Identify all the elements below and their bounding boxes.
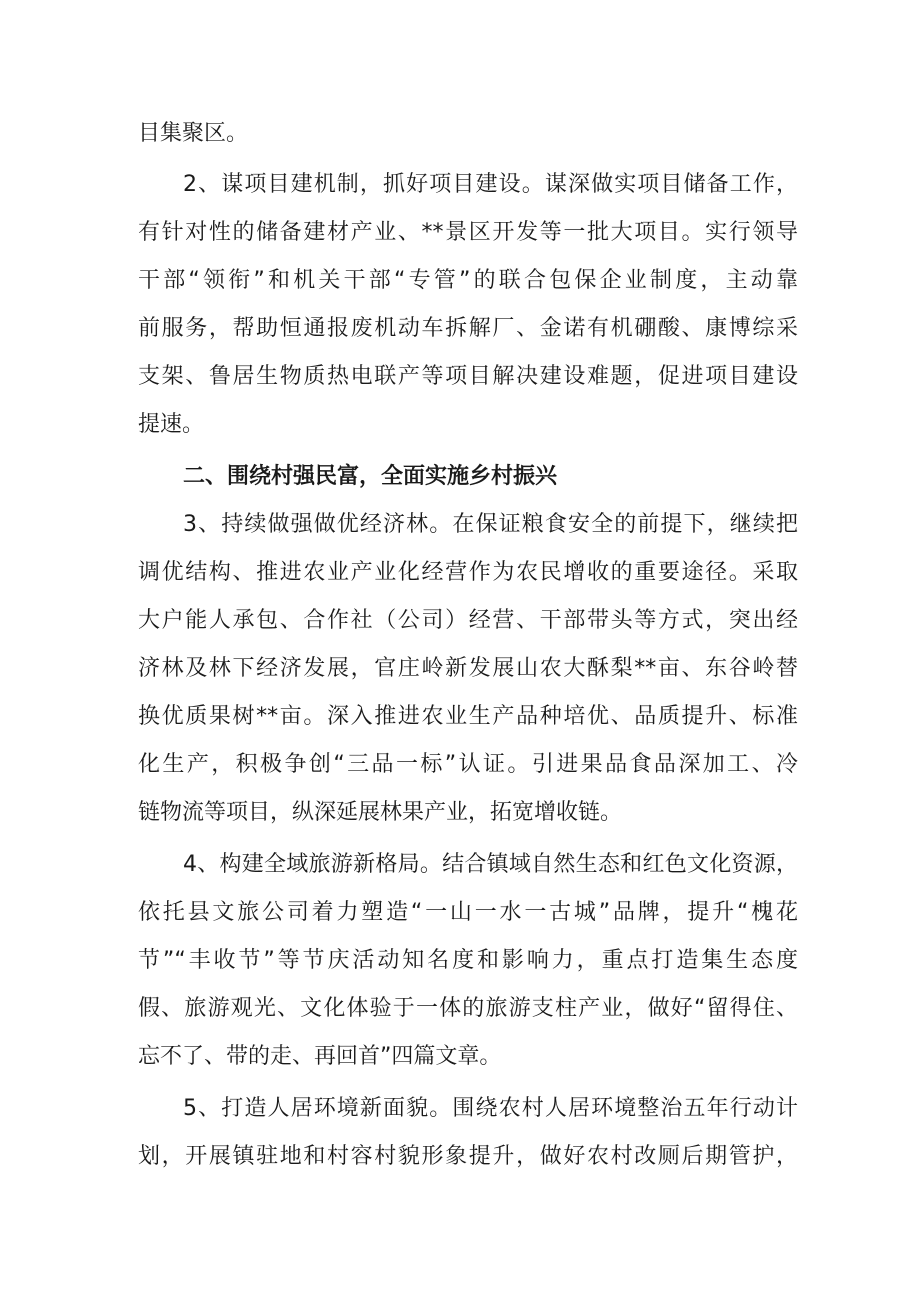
item-5-first-line: 5、打造人居环境新面貌。围绕农村人居环境整治五年行动计 bbox=[183, 1096, 798, 1121]
item-3-first-line: 3、持续做强做优经济林。在保证粮食安全的前提下，继续把 bbox=[183, 512, 798, 537]
paragraph-line: 大户能人承包、合作社（公司）经营、干部带头等方式，突出经 bbox=[138, 608, 798, 633]
paragraph-line: 调优结构、推进农业产业化经营作为农民增收的重要途径。采取 bbox=[138, 560, 798, 585]
paragraph-line: 前服务，帮助恒通报废机动车拆解厂、金诺有机硼酸、康博综采 bbox=[138, 316, 798, 341]
section-heading: 二、围绕村强民富，全面实施乡村振兴 bbox=[183, 464, 558, 489]
paragraph-line: 换优质果树**亩。深入推进农业生产品种培优、品质提升、标准 bbox=[138, 704, 798, 729]
paragraph-line: 化生产，积极争创“三品一标”认证。引进果品食品深加工、冷 bbox=[138, 752, 798, 777]
paragraph-line: 链物流等项目，纵深延展林果产业，拓宽增收链。 bbox=[138, 800, 623, 825]
paragraph-line: 支架、鲁居生物质热电联产等项目解决建设难题，促进项目建设 bbox=[138, 364, 798, 389]
paragraph-line: 干部“领衔”和机关干部“专管”的联合包保企业制度，主动靠 bbox=[138, 268, 798, 293]
paragraph-line: 有针对性的储备建材产业、**景区开发等一批大项目。实行领导 bbox=[138, 220, 798, 245]
paragraph-line: 依托县文旅公司着力塑造“一山一水一古城”品牌，提升“槐花 bbox=[138, 900, 798, 925]
paragraph-line: 济林及林下经济发展，官庄岭新发展山农大酥梨**亩、东谷岭替 bbox=[138, 656, 798, 681]
paragraph-line: 提速。 bbox=[138, 412, 205, 437]
paragraph-line: 目集聚区。 bbox=[138, 121, 249, 146]
paragraph-line: 忘不了、带的走、再回首”四篇文章。 bbox=[138, 1044, 502, 1069]
item-4-first-line: 4、构建全域旅游新格局。结合镇域自然生态和红色文化资源， bbox=[183, 852, 798, 877]
paragraph-line: 假、旅游观光、文化体验于一体的旅游支柱产业，做好“留得住、 bbox=[138, 996, 798, 1021]
paragraph-line: 划，开展镇驻地和村容村貌形象提升，做好农村改厕后期管护， bbox=[138, 1144, 798, 1169]
item-2-first-line: 2、谋项目建机制，抓好项目建设。谋深做实项目储备工作， bbox=[183, 172, 798, 197]
paragraph-line: 节”“丰收节”等节庆活动知名度和影响力，重点打造集生态度 bbox=[138, 948, 798, 973]
